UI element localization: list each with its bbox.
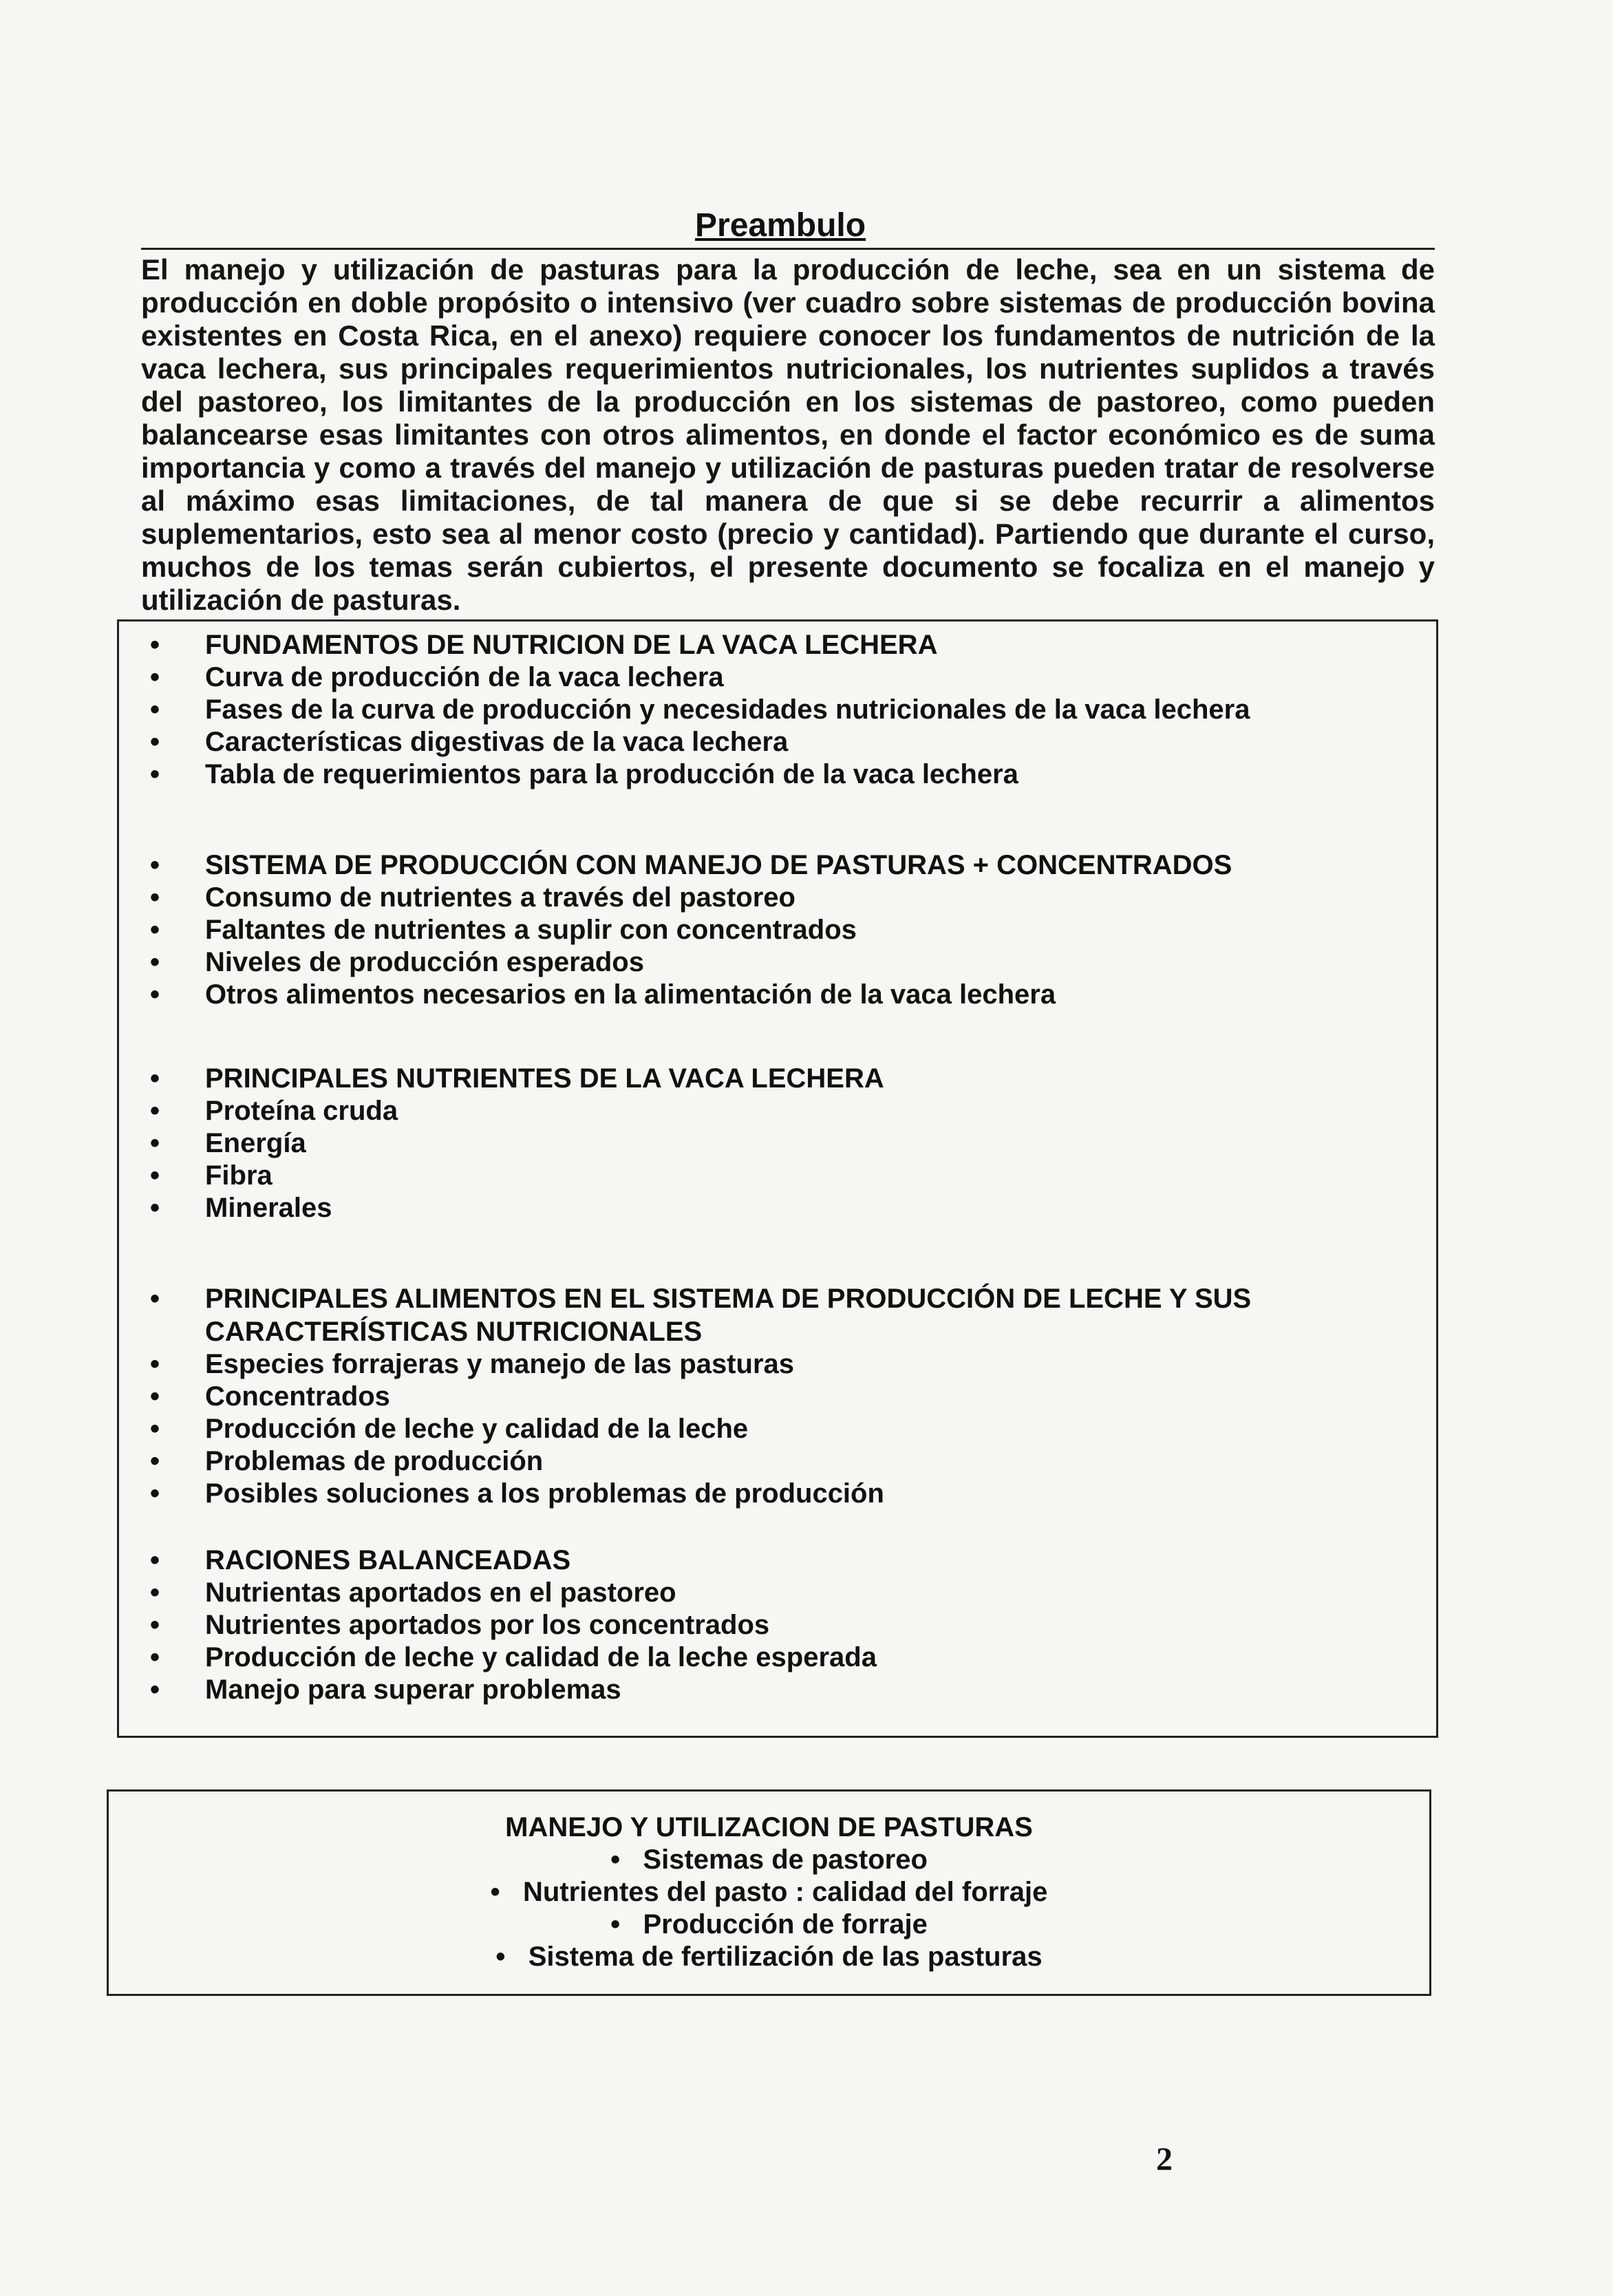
section-heading: • SISTEMA DE PRODUCCIÓN CON MANEJO DE PASTURAS + CONCENTRADOS	[140, 849, 1420, 882]
intro-text: El manejo y utilización de pasturas para la producción de leche, sea en un sistema de producción en doble propósito o intensivo (ver cuadro sobre sistemas de producción bovina existentes en Costa Rica, en el anexo) requiere conocer los fundamentos de nutrición de la vaca lechera, sus principales requerimientos nutricionales, los nutrientes suplidos a través del pastoreo, los limitantes de la producción en los sistemas de pastoreo, como pueden balancearse esas limitantes con otros alimentos, en donde el factor económico es de suma importancia y como a través del manejo y utilización de pasturas pueden tratar de resolverse al máximo esas limitaciones, de tal manera de que si se debe recurrir a alimentos suplementarios, esto sea al menor costo (precio y cantidad). Partiendo que durante el curso, muchos de los temas serán cubiertos, el presente documento se focaliza en el	[141, 253, 1435, 583]
page-title: Preambulo	[695, 207, 866, 244]
list-item: • Tabla de requerimientos para la producción de la vaca lechera	[140, 758, 1420, 791]
intro-emphasis: manejo y utilización de pasturas.	[141, 551, 1435, 616]
section-heading: • PRINCIPALES ALIMENTOS EN EL SISTEMA DE PRODUCCIÓN DE LECHE Y SUS CARACTERÍSTICAS NUTRICIONALES	[140, 1282, 1420, 1348]
focus-item: • Producción de forraje	[109, 1909, 1429, 1941]
list-item: • Consumo de nutrientes a través del pastoreo	[140, 882, 1420, 914]
focus-item: • Sistema de fertilización de las pasturas	[109, 1941, 1429, 1973]
list-item: • Producción de leche y calidad de la leche esperada	[140, 1641, 1420, 1674]
outline-section	[140, 849, 1420, 1011]
focus-box-heading: MANEJO Y UTILIZACION DE PASTURAS	[505, 1812, 1033, 1842]
list-item: • Proteína cruda	[140, 1095, 1420, 1127]
section-heading: • PRINCIPALES NUTRIENTES DE LA VACA LECHERA	[140, 1062, 1420, 1095]
list-item: • Fibra	[140, 1160, 1420, 1192]
list-item: • Manejo para superar problemas	[140, 1674, 1420, 1706]
outline-box	[117, 619, 1438, 1738]
list-item: • Nutrientes aportados por los concentrados	[140, 1609, 1420, 1641]
section-heading: • RACIONES BALANCEADAS	[140, 1544, 1420, 1577]
outline-section	[140, 628, 1420, 791]
page-number: 2	[1156, 2141, 1173, 2178]
list-item: • Nutrientas aportados en el pastoreo	[140, 1577, 1420, 1609]
list-item: • Minerales	[140, 1192, 1420, 1224]
list-item: • Características digestivas de la vaca lechera	[140, 726, 1420, 758]
focus-box	[107, 1789, 1431, 1996]
focus-item: • Nutrientes del pasto : calidad del forraje	[109, 1876, 1429, 1909]
list-item: • Problemas de producción	[140, 1445, 1420, 1478]
list-item: • Concentrados	[140, 1381, 1420, 1413]
focus-box-content	[109, 1811, 1429, 1973]
list-item: • Curva de producción de la vaca lechera	[140, 661, 1420, 694]
outline-section	[140, 1062, 1420, 1224]
list-item: • Posibles soluciones a los problemas de producción	[140, 1478, 1420, 1510]
intro-paragraph	[141, 253, 1435, 617]
list-item: • Producción de leche y calidad de la leche	[140, 1413, 1420, 1445]
list-item: • Faltantes de nutrientes a suplir con concentrados	[140, 914, 1420, 946]
title-divider	[141, 248, 1435, 250]
focus-item: • Sistemas de pastoreo	[109, 1844, 1429, 1876]
outline-section	[140, 1282, 1420, 1510]
list-item: • Otros alimentos necesarios en la alimentación de la vaca lechera	[140, 979, 1420, 1011]
list-item: • Fases de la curva de producción y necesidades nutricionales de la vaca lechera	[140, 694, 1420, 726]
section-heading: • FUNDAMENTOS DE NUTRICION DE LA VACA LECHERA	[140, 628, 1420, 661]
list-item: • Energía	[140, 1127, 1420, 1160]
outline-section	[140, 1544, 1420, 1706]
list-item: • Especies forrajeras y manejo de las pasturas	[140, 1348, 1420, 1381]
list-item: • Niveles de producción esperados	[140, 946, 1420, 979]
